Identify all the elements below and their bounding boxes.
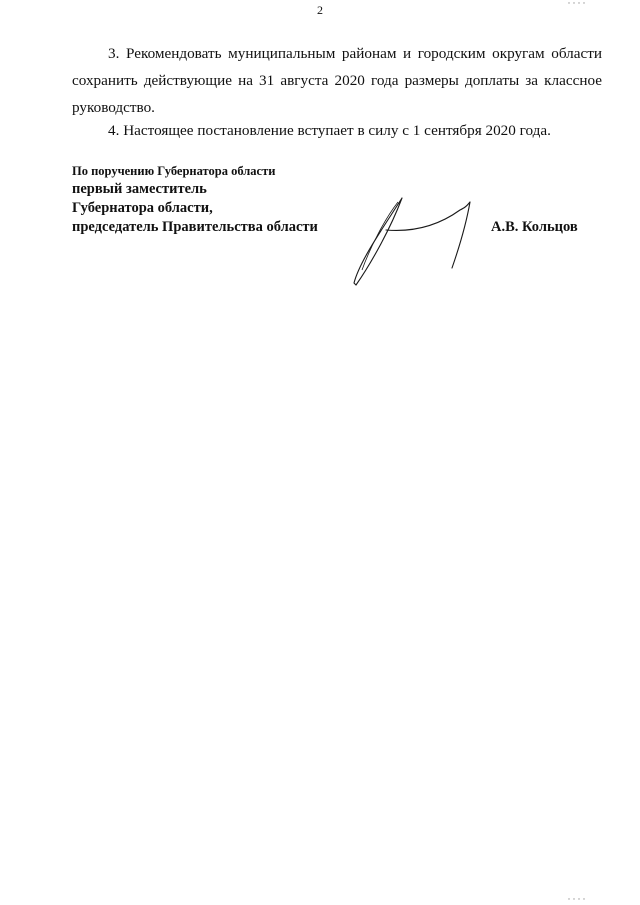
paragraph-item-4: 4. Настоящее постановление вступает в силу с 1 сентября 2020 года. bbox=[108, 122, 551, 139]
page-number: 2 bbox=[317, 3, 323, 17]
position-line-3: председатель Правительства области bbox=[72, 219, 318, 235]
handwritten-signature bbox=[340, 190, 490, 290]
position-line-2: Губернатора области, bbox=[72, 200, 213, 216]
scan-artifact-mark bbox=[566, 896, 596, 902]
on-behalf-line: По поручению Губернатора области bbox=[72, 164, 276, 178]
position-line-1: первый заместитель bbox=[72, 181, 207, 197]
paragraph-item-3: 3. Рекомендовать муниципальным районам и городским округам области сохранить действующие на 31 августа 2020 года размеры доплаты за классное руководство. bbox=[72, 45, 602, 116]
signer-name: А.В. Кольцов bbox=[491, 219, 578, 235]
signature-block bbox=[72, 162, 318, 237]
